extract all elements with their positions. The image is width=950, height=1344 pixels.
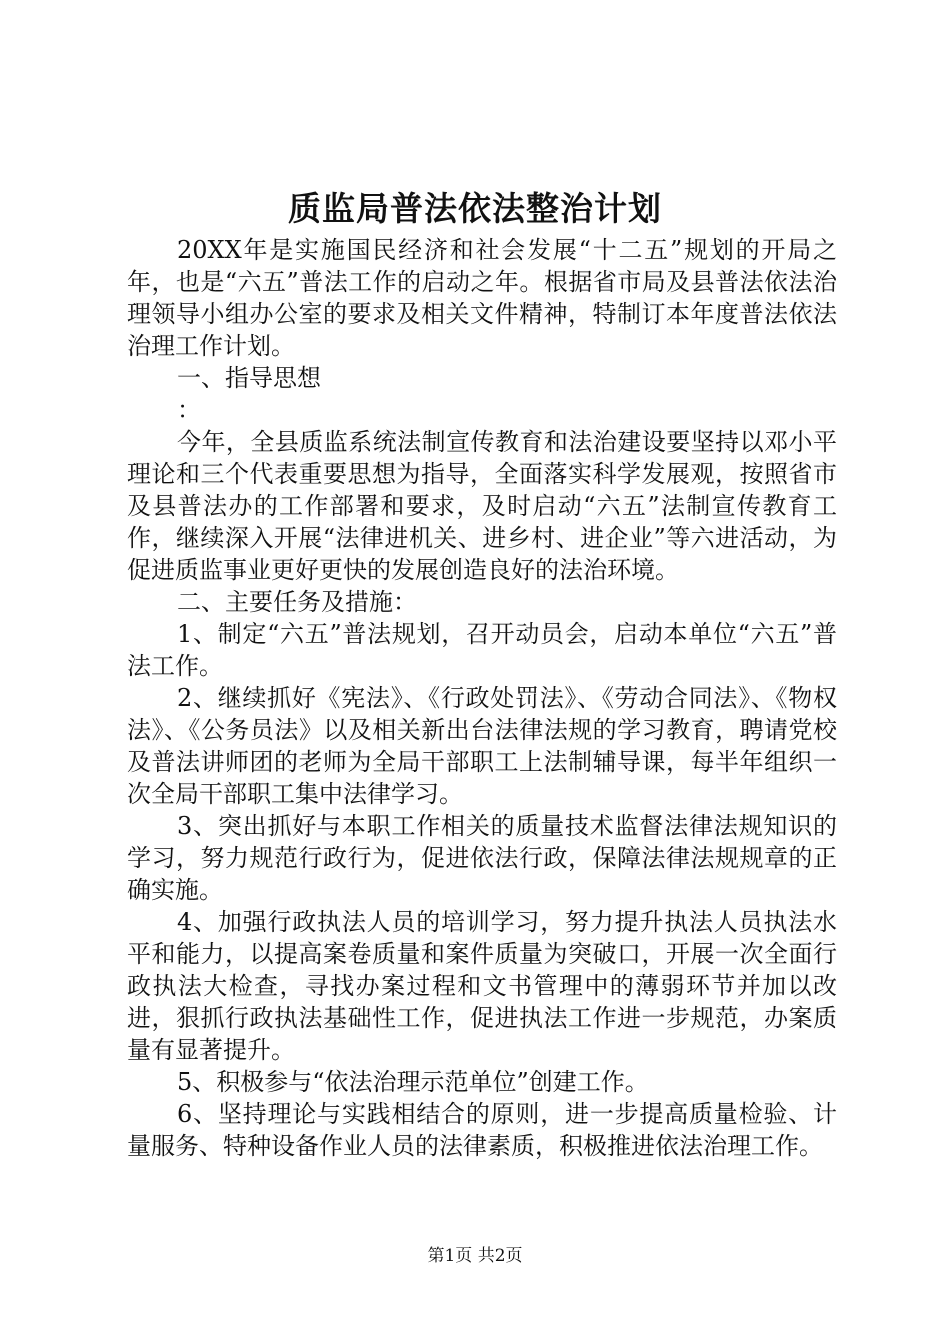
document-title: 质监局普法依法整治计划 (288, 189, 662, 228)
section-heading-main-tasks: 二、主要任务及措施： (177, 588, 417, 616)
task-item-3: 3、突出抓好与本职工作相关的质量技术监督法律法规知识的学习，努力规范行政行为，促进依法行政，保障法律法规规章的正确实施。 (127, 812, 837, 904)
section-heading-guiding-ideology: 一、指导思想 (177, 364, 321, 392)
task-item-1: 1、制定“六五”普法规划，召开动员会，启动本单位“六五”普法工作。 (127, 620, 837, 680)
task-item-6: 6、坚持理论与实践相结合的原则，进一步提高质量检验、计量服务、特种设备作业人员的法律素质，积极推进依法治理工作。 (127, 1100, 837, 1160)
paragraph-guiding-ideology: 今年，全县质监系统法制宣传教育和法治建设要坚持以邓小平理论和三个代表重要思想为指导，全面落实科学发展观，按照省市及县普法办的工作部署和要求，及时启动“六五”法制宣传教育工作，继续深入开展“法律进机关、进乡村、进企业”等六进活动，为促进质监事业更好更快的发展创造良好的法治环境。 (127, 428, 837, 584)
task-item-4: 4、加强行政执法人员的培训学习，努力提升执法人员执法水平和能力，以提高案卷质量和案件质量为突破口，开展一次全面行政执法大检查，寻找办案过程和文书管理中的薄弱环节并加以改进，狠抓行政执法基础性工作，促进执法工作进一步规范，办案质量有显著提升。 (127, 908, 837, 1064)
task-item-2: 2、继续抓好《宪法》、《行政处罚法》、《劳动合同法》、《物权法》、《公务员法》以及相关新出台法律法规的学习教育，聘请党校及普法讲师团的老师为全局干部职工上法制辅导课，每半年组织一次全局干部职工集中法律学习。 (127, 684, 837, 808)
document-body (127, 234, 837, 1162)
paragraph-colon: ： (177, 396, 201, 424)
page-number-footer: 第1页 共2页 (427, 1246, 523, 1266)
task-item-5: 5、积极参与“依法治理示范单位”创建工作。 (177, 1068, 649, 1096)
paragraph-intro: 20XX年是实施国民经济和社会发展“十二五”规划的开局之年，也是“六五”普法工作的启动之年。根据省市局及县普法依法治理领导小组办公室的要求及相关文件精神，特制订本年度普法依法治理工作计划。 (127, 236, 837, 360)
